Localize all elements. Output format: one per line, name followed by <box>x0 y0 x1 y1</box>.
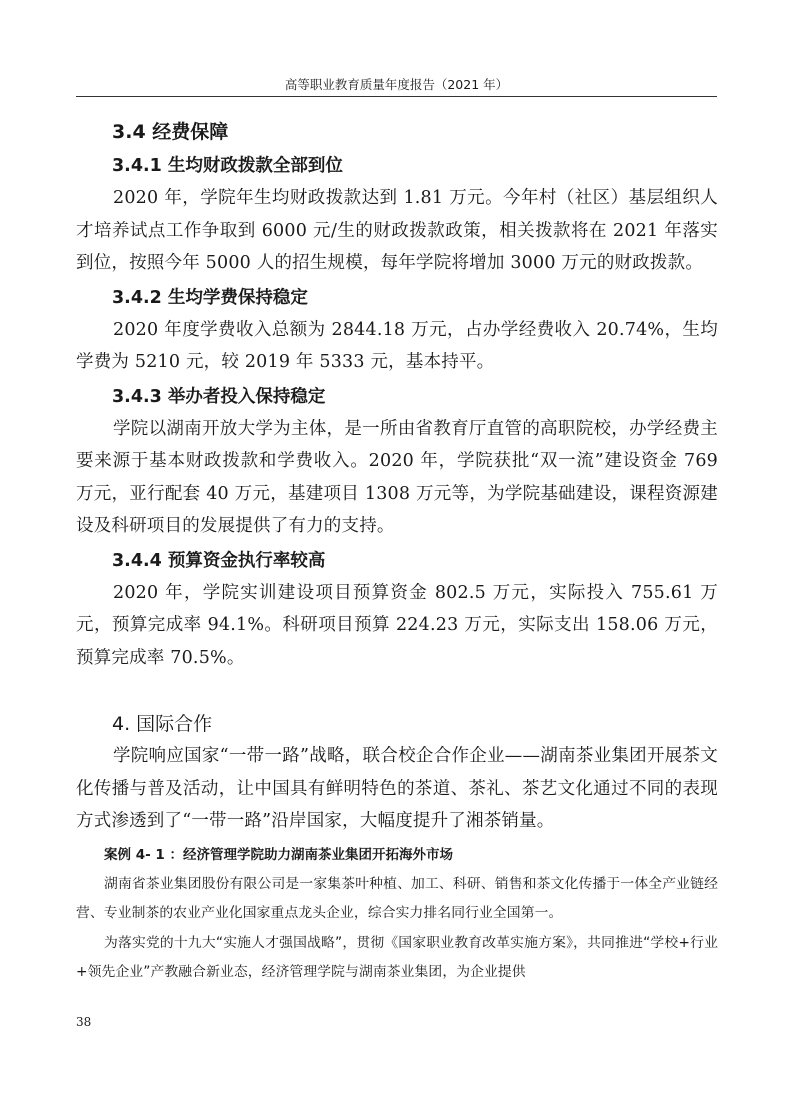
paragraph-3-4-3: 学院以湖南开放大学为主体，是一所由省教育厅直管的高职院校，办学经费主要来源于基本财政拨款和学费收入。2020 年，学院获批“双一流”建设资金 769 万元，亚行配套 40 万元，基建项目 1308 万元等，为学院基础建设，课程资源建设及科研项目的发展提供了有力的支持。 <box>76 418 718 536</box>
subsection-heading-3-4-4: 3.4.4 预算资金执行率较高 <box>112 550 326 571</box>
document-body <box>76 108 718 988</box>
paragraph-3-4-1: 2020 年，学院年生均财政拨款达到 1.81 万元。今年村（社区）基层组织人才培养试点工作争取到 6000 元/生的财政拨款政策，相关拨款将在 2021 年落实到位，按照今年 5000 人的招生规模，每年学院将增加 3000 万元的财政拨款。 <box>76 188 718 273</box>
subsection-heading-3-4-1: 3.4.1 生均财政拨款全部到位 <box>112 156 343 176</box>
header-title: 高等职业教育质量年度报告（2021 年） <box>284 77 509 92</box>
paragraph-3-4-2: 2020 年度学费收入总额为 2844.18 万元，占办学经费收入 20.74%，生均学费为 5210 元，较 2019 年 5333 元，基本持平。 <box>76 319 718 372</box>
case-paragraph-1: 湖南省茶业集团股份有限公司是一家集茶叶种植、加工、科研、销售和茶文化传播于一体全产业链经营、专业制茶的农业产业化国家重点龙头企业，综合实力排名同行业全国第一。 <box>76 875 718 921</box>
section-heading-4: 4. 国际合作 <box>112 713 213 735</box>
paragraph-3-4-4: 2020 年，学院实训建设项目预算资金 802.5 万元，实际投入 755.61 万元，预算完成率 94.1%。科研项目预算 224.23 万元，实际支出 158.06 万元，预算完成率 70.5%。 <box>76 582 718 668</box>
page-number: 38 <box>76 1015 92 1029</box>
subsection-heading-3-4-2: 3.4.2 生均学费保持稳定 <box>112 287 308 308</box>
subsection-heading-3-4-3: 3.4.3 举办者投入保持稳定 <box>112 386 326 407</box>
page-header <box>76 76 717 97</box>
paragraph-4: 学院响应国家“一带一路”战略，联合校企合作企业——湖南茶业集团开展茶文化传播与普及活动，让中国具有鲜明特色的茶道、茶礼、茶艺文化通过不同的表现方式渗透到了“一带一路”沿岸国家，大幅度提升了湘茶销量。 <box>76 746 718 831</box>
section-heading-3-4: 3.4 经费保障 <box>112 121 229 143</box>
case-title: 案例 4- 1 ：经济管理学院助力湖南茶业集团开拓海外市场 <box>104 846 453 863</box>
case-paragraph-2: 为落实党的十九大“实施人才强国战略”，贯彻《国家职业教育改革实施方案》，共同推进“学校+行业+领先企业”产教融合新业态，经济管理学院与湖南茶业集团，为企业提供 <box>76 934 718 980</box>
